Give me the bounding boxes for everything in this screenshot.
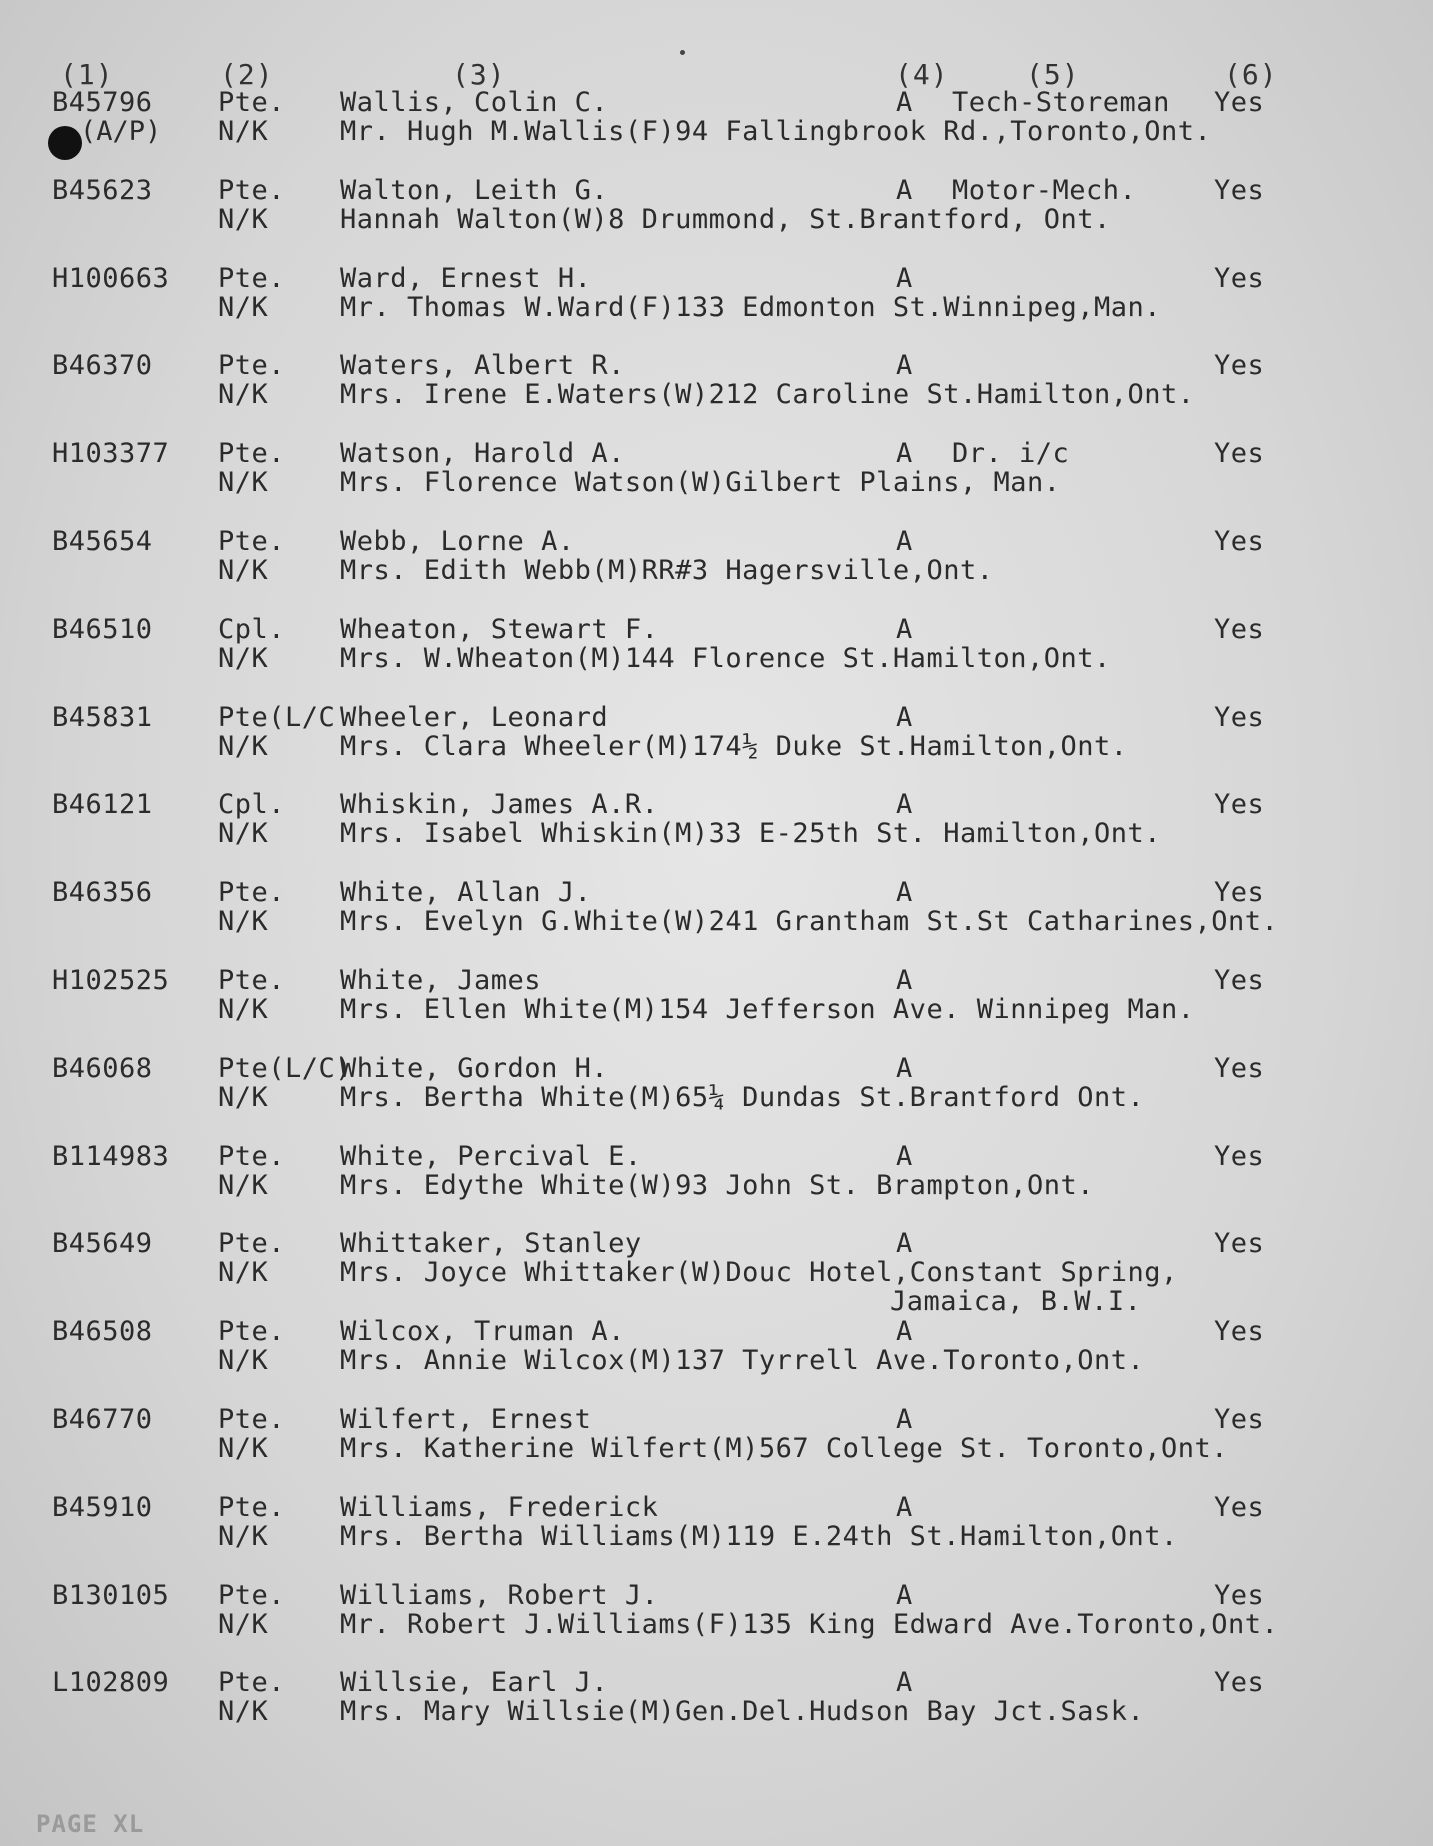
next-of-kin-label: N/K	[218, 642, 269, 674]
record-row	[0, 1054, 1433, 1118]
category: A	[896, 1228, 913, 1260]
soldier-name: Webb, Lorne A.	[340, 526, 575, 557]
service-number: B45831	[52, 701, 153, 733]
next-of-kin-label: N/K	[218, 203, 269, 235]
record-row	[0, 1581, 1433, 1645]
soldier-name: Walton, Leith G.	[340, 174, 609, 206]
next-of-kin-address: Mrs. Ellen White(M)154 Jefferson Ave. Winnipeg Man.	[340, 994, 1195, 1025]
rank: Pte.	[218, 262, 286, 294]
next-of-kin-address: Mrs. Edythe White(W)93 John St. Brampton,Ont.	[340, 1169, 1094, 1201]
column-header-1: (1)	[60, 58, 114, 91]
soldier-name: Williams, Frederick	[340, 1491, 659, 1523]
record-annotation: (A/P)	[80, 116, 162, 147]
next-of-kin-address: Mrs. Bertha Williams(M)119 E.24th St.Hamilton,Ont.	[340, 1520, 1178, 1552]
next-of-kin-label: N/K	[218, 1345, 269, 1377]
record-row	[0, 88, 1433, 152]
status-yes: Yes	[1214, 1491, 1265, 1523]
next-of-kin-label: N/K	[218, 1520, 269, 1552]
rank: Pte.	[218, 877, 286, 909]
rank: Pte.	[218, 1491, 286, 1523]
status-yes: Yes	[1214, 1052, 1265, 1084]
category: A	[896, 1579, 913, 1611]
next-of-kin-address: Mrs. Annie Wilcox(M)137 Tyrrell Ave.Toronto,Ont.	[340, 1345, 1145, 1377]
record-row	[0, 1493, 1433, 1557]
category: A	[896, 438, 913, 470]
trade: Dr. i/c	[952, 438, 1070, 470]
status-yes: Yes	[1214, 1667, 1265, 1699]
status-yes: Yes	[1214, 1140, 1265, 1172]
category: A	[896, 789, 913, 821]
trade: Tech-Storeman	[952, 87, 1170, 118]
status-yes: Yes	[1214, 789, 1265, 821]
status-yes: Yes	[1214, 1404, 1265, 1435]
ink-dot	[680, 50, 685, 55]
soldier-name: Whittaker, Stanley	[340, 1228, 642, 1260]
next-of-kin-label: N/K	[218, 379, 269, 411]
category: A	[896, 1140, 913, 1172]
next-of-kin-address: Mrs. Joyce Whittaker(W)Douc Hotel,Constant Spring,	[340, 1257, 1178, 1289]
next-of-kin-label: N/K	[218, 1696, 269, 1728]
rank: Pte.	[218, 1404, 286, 1435]
rank: Pte.	[218, 87, 286, 118]
next-of-kin-label: N/K	[218, 906, 269, 938]
soldier-name: Wilfert, Ernest	[340, 1404, 592, 1435]
soldier-name: White, James	[340, 965, 542, 996]
next-of-kin-address: Mrs. W.Wheaton(M)144 Florence St.Hamilton,Ont.	[340, 642, 1111, 674]
next-of-kin-label: N/K	[218, 994, 269, 1025]
rank: Pte.	[218, 1140, 286, 1172]
next-of-kin-address: Hannah Walton(W)8 Drummond, St.Brantford, Ont.	[340, 203, 1111, 235]
next-of-kin-label: N/K	[218, 116, 269, 147]
rank: Pte.	[218, 1228, 286, 1260]
status-yes: Yes	[1214, 877, 1265, 909]
column-header-4: (4)	[895, 58, 949, 91]
service-number: B45796	[52, 87, 153, 118]
status-yes: Yes	[1214, 262, 1265, 294]
status-yes: Yes	[1214, 350, 1265, 382]
category: A	[896, 965, 913, 996]
category: A	[896, 350, 913, 382]
next-of-kin-address: Mr. Robert J.Williams(F)135 King Edward Ave.Toronto,Ont.	[340, 1608, 1279, 1640]
rank: Pte(L/C	[218, 701, 336, 733]
category: A	[896, 174, 913, 206]
rank: Pte.	[218, 174, 286, 206]
next-of-kin-label: N/K	[218, 291, 269, 323]
trade: Motor-Mech.	[952, 174, 1137, 206]
service-number: B45910	[52, 1491, 153, 1523]
rank: Cpl.	[218, 789, 286, 821]
next-of-kin-address: Mrs. Irene E.Waters(W)212 Caroline St.Hamilton,Ont.	[340, 379, 1195, 411]
rank: Pte.	[218, 438, 286, 470]
next-of-kin-label: N/K	[218, 818, 269, 850]
category: A	[896, 1491, 913, 1523]
record-row	[0, 878, 1433, 942]
rank: Pte.	[218, 526, 286, 557]
rank: Pte.	[218, 1667, 286, 1699]
soldier-name: Wheaton, Stewart F.	[340, 613, 659, 645]
status-yes: Yes	[1214, 1316, 1265, 1348]
service-number: B114983	[52, 1140, 170, 1172]
status-yes: Yes	[1214, 1579, 1265, 1611]
service-number: B46770	[52, 1404, 153, 1435]
next-of-kin-address-cont: Jamaica, B.W.I.	[890, 1286, 1142, 1318]
record-row	[0, 790, 1433, 854]
record-row	[0, 1405, 1433, 1469]
soldier-name: Whiskin, James A.R.	[340, 789, 659, 821]
next-of-kin-address: Mrs. Florence Watson(W)Gilbert Plains, Man.	[340, 467, 1061, 499]
service-number: B45623	[52, 174, 153, 206]
next-of-kin-label: N/K	[218, 1081, 269, 1113]
status-yes: Yes	[1214, 87, 1265, 118]
category: A	[896, 1667, 913, 1699]
service-number: B45654	[52, 526, 153, 557]
column-header-3: (3)	[452, 58, 506, 91]
category: A	[896, 1052, 913, 1084]
soldier-name: White, Gordon H.	[340, 1052, 609, 1084]
column-header-5: (5)	[1026, 58, 1080, 91]
soldier-name: Wallis, Colin C.	[340, 87, 609, 118]
record-row	[0, 439, 1433, 503]
next-of-kin-label: N/K	[218, 467, 269, 499]
category: A	[896, 526, 913, 557]
next-of-kin-address: Mr. Thomas W.Ward(F)133 Edmonton St.Winnipeg,Man.	[340, 291, 1162, 323]
record-row	[0, 351, 1433, 415]
status-yes: Yes	[1214, 965, 1265, 996]
service-number: B46121	[52, 789, 153, 821]
column-header-6: (6)	[1224, 58, 1278, 91]
service-number: H103377	[52, 438, 170, 470]
category: A	[896, 701, 913, 733]
service-number: H100663	[52, 262, 170, 294]
rank: Cpl.	[218, 613, 286, 645]
next-of-kin-address: Mrs. Bertha White(M)65¼ Dundas St.Brantford Ont.	[340, 1081, 1145, 1113]
next-of-kin-label: N/K	[218, 730, 269, 762]
record-row	[0, 703, 1433, 767]
record-row	[0, 527, 1433, 591]
soldier-name: White, Allan J.	[340, 877, 592, 909]
record-row	[0, 176, 1433, 240]
record-row	[0, 1668, 1433, 1732]
page-footer: PAGE XL	[36, 1810, 145, 1838]
service-number: B46510	[52, 613, 153, 645]
soldier-name: Ward, Ernest H.	[340, 262, 592, 294]
column-header-2: (2)	[220, 58, 274, 91]
next-of-kin-label: N/K	[218, 555, 269, 586]
record-row	[0, 966, 1433, 1030]
service-number: B46508	[52, 1316, 153, 1348]
service-number: B46370	[52, 350, 153, 382]
status-yes: Yes	[1214, 438, 1265, 470]
status-yes: Yes	[1214, 174, 1265, 206]
service-number: B45649	[52, 1228, 153, 1260]
service-number: B46068	[52, 1052, 153, 1084]
next-of-kin-label: N/K	[218, 1608, 269, 1640]
soldier-name: Waters, Albert R.	[340, 350, 625, 382]
status-yes: Yes	[1214, 701, 1265, 733]
record-row	[0, 615, 1433, 679]
next-of-kin-address: Mrs. Evelyn G.White(W)241 Grantham St.St Catharines,Ont.	[340, 906, 1279, 938]
service-number: H102525	[52, 965, 170, 996]
category: A	[896, 877, 913, 909]
service-number: B130105	[52, 1579, 170, 1611]
soldier-name: Watson, Harold A.	[340, 438, 625, 470]
record-row	[0, 1228, 1433, 1318]
record-row	[0, 1142, 1433, 1206]
status-yes: Yes	[1214, 613, 1265, 645]
next-of-kin-address: Mrs. Mary Willsie(M)Gen.Del.Hudson Bay Jct.Sask.	[340, 1696, 1145, 1728]
rank: Pte.	[218, 965, 286, 996]
service-number: B46356	[52, 877, 153, 909]
rank: Pte.	[218, 1579, 286, 1611]
soldier-name: White, Percival E.	[340, 1140, 642, 1172]
category: A	[896, 262, 913, 294]
next-of-kin-address: Mrs. Edith Webb(M)RR#3 Hagersville,Ont.	[340, 555, 994, 586]
next-of-kin-address: Mrs. Katherine Wilfert(M)567 College St. Toronto,Ont.	[340, 1433, 1229, 1464]
rank: Pte.	[218, 1316, 286, 1348]
record-row	[0, 264, 1433, 328]
record-row	[0, 1317, 1433, 1381]
service-number: L102809	[52, 1667, 170, 1699]
next-of-kin-label: N/K	[218, 1433, 269, 1464]
category: A	[896, 87, 913, 118]
soldier-name: Wilcox, Truman A.	[340, 1316, 625, 1348]
rank: Pte.	[218, 350, 286, 382]
status-yes: Yes	[1214, 1228, 1265, 1260]
next-of-kin-address: Mrs. Clara Wheeler(M)174½ Duke St.Hamilton,Ont.	[340, 730, 1128, 762]
rank: Pte(L/C)	[218, 1052, 353, 1084]
next-of-kin-label: N/K	[218, 1257, 269, 1289]
category: A	[896, 613, 913, 645]
soldier-name: Wheeler, Leonard	[340, 701, 609, 733]
soldier-name: Williams, Robert J.	[340, 1579, 659, 1611]
next-of-kin-address: Mrs. Isabel Whiskin(M)33 E-25th St. Hamilton,Ont.	[340, 818, 1162, 850]
soldier-name: Willsie, Earl J.	[340, 1667, 609, 1699]
category: A	[896, 1316, 913, 1348]
next-of-kin-address: Mr. Hugh M.Wallis(F)94 Fallingbrook Rd.,Toronto,Ont.	[340, 116, 1212, 147]
category: A	[896, 1404, 913, 1435]
status-yes: Yes	[1214, 526, 1265, 557]
next-of-kin-label: N/K	[218, 1169, 269, 1201]
